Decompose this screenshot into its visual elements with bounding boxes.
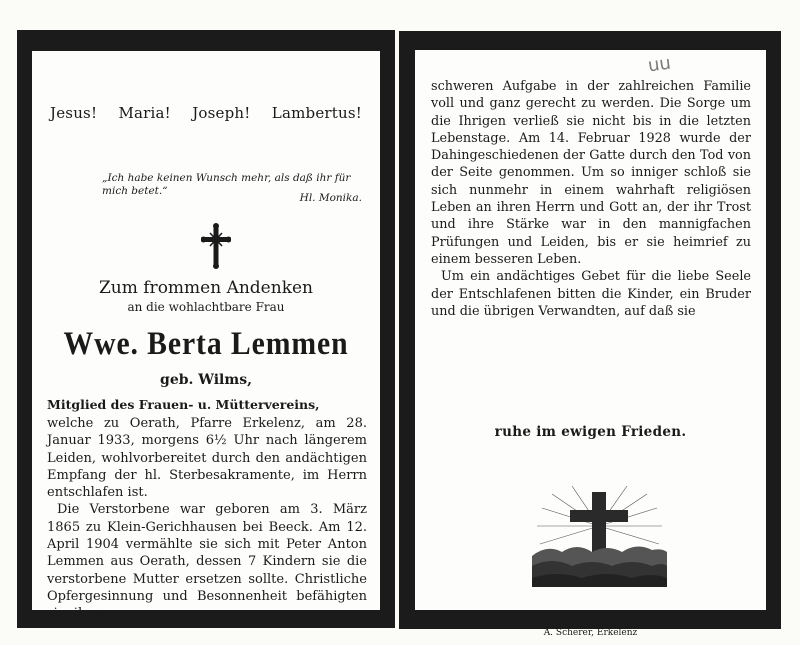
- right-card-page: [415, 50, 766, 638]
- left-body-text: [47, 415, 367, 623]
- pencil-annotation: uu: [646, 52, 673, 77]
- closing-line: ruhe im ewigen Frieden.: [494, 424, 687, 440]
- left-card-border: [17, 30, 395, 628]
- invocation-jesus: Jesus!: [50, 104, 98, 122]
- left-paragraph-2: Die Verstorbene war geboren am 3. März 1865 zu Klein-Gerichhausen bei Beeck. Am 12. April 1904 vermählte sie sich mit Peter Anton Lemmen aus Oerath, dessen 7 Kindern sie die verstorbene Mutter ersetzen sollte. Christliche Opfergesinnung und Besonnenheit befähigten sie, ihrer: [47, 502, 367, 622]
- invocation-heading: [50, 104, 362, 122]
- right-card-border: [399, 31, 781, 638]
- deceased-name: Wwe. Berta Lemmen: [63, 326, 349, 362]
- quote-text: „Ich habe keinen Wunsch mehr, als daß ihr für mich betet.“: [102, 172, 351, 197]
- andenken-title: Zum frommen Andenken: [98, 278, 314, 298]
- quote-author: Hl. Monika.: [299, 192, 362, 204]
- maiden-name: geb. Wilms,: [160, 372, 252, 388]
- right-body-text: [431, 78, 751, 320]
- printer-credit: A. Scherer, Erkelenz: [543, 628, 638, 638]
- invocation-joseph: Joseph!: [192, 104, 251, 122]
- left-paragraph-1: welche zu Oerath, Pfarre Erkelenz, am 28. Januar 1933, morgens 6½ Uhr nach längerem Leiden, wohlvorbereitet durch den andächtigen Empfang der hl. Sterbesakramente, im Herrn entschlafen ist.: [47, 416, 367, 501]
- left-card-page: [32, 51, 380, 622]
- ornate-cross-icon: [201, 223, 231, 269]
- an-die-line: an die wohlachtbare Frau: [127, 300, 285, 314]
- invocation-lambertus: Lambertus!: [271, 104, 362, 122]
- membership-line: Mitglied des Frauen- u. Müttervereins,: [47, 397, 320, 412]
- right-paragraph-2: Um ein andächtiges Gebet für die liebe Seele der Entschlafenen bitten die Kinder, ein Bruder und die übrigen Verwandten, auf daß sie: [431, 269, 751, 319]
- cross-on-clouds-illustration: [532, 486, 667, 587]
- invocation-maria: Maria!: [118, 104, 171, 122]
- right-paragraph-1: schweren Aufgabe in der zahlreichen Familie voll und ganz gerecht zu werden. Die Sorge um die Ihrigen verließ sie nicht bis in die letzten Lebenstage. Am 14. Februar 1928 wurde der Dahingeschiedenen der Gatte durch den Tod von der Seite genommen. Um so inniger schloß sie sich nunmehr in einem wahrhaft religiösen Leben an ihren Herrn und Gott an, der ihr Trost und ihre Stärke war in den mannigfachen Prüfungen und Leiden, bis er sie heimrief zu einem besseren Leben.: [431, 79, 751, 267]
